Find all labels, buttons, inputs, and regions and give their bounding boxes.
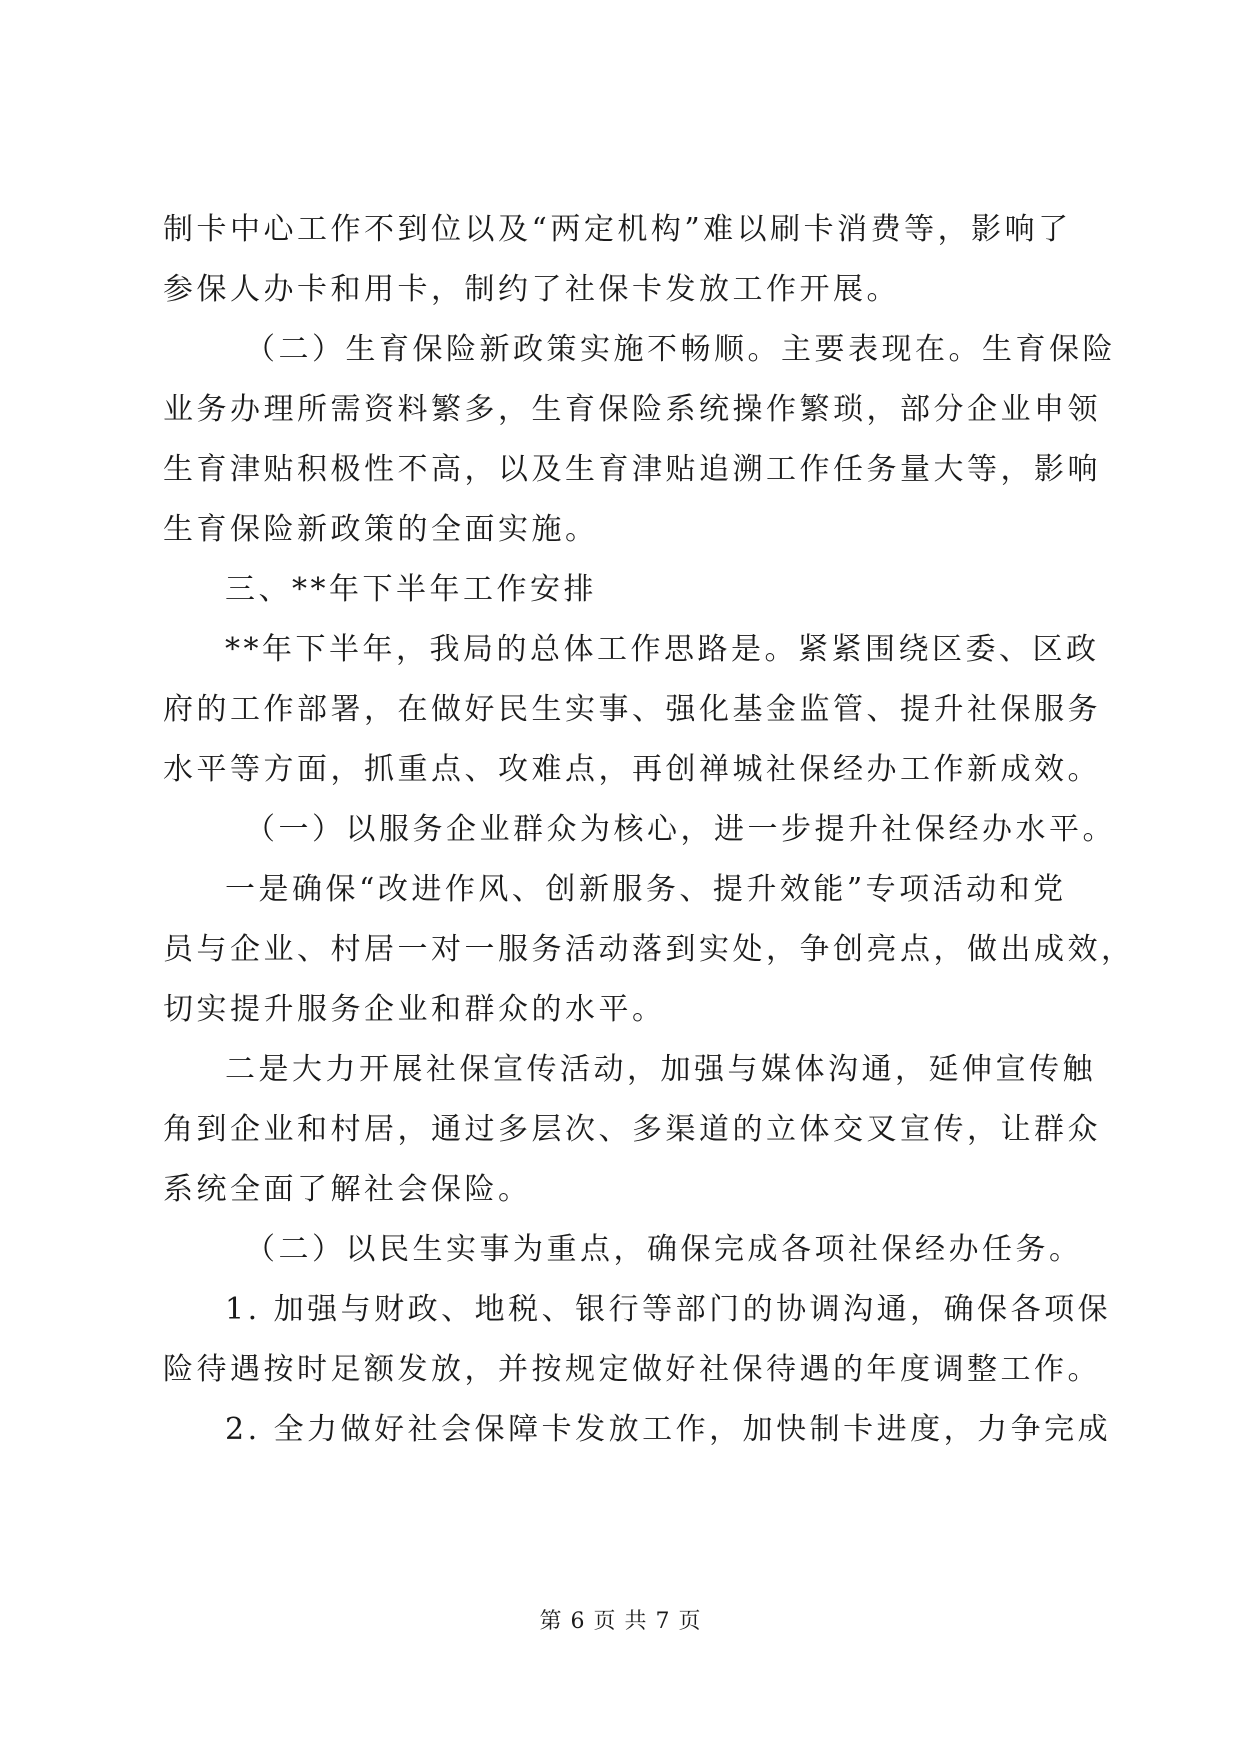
text-line: 角到企业和村居，通过多层次、多渠道的立体交叉宣传，让群众 bbox=[163, 1112, 1101, 1147]
section-heading: （一）以服务企业群众为核心，进一步提升社保经办水平。 bbox=[245, 812, 1116, 847]
text-line: 员与企业、村居一对一服务活动落到实处，争创亮点，做出成效， bbox=[163, 932, 1135, 967]
text-line: **年下半年，我局的总体工作思路是。紧紧围绕区委、区政 bbox=[225, 632, 1100, 667]
text-line: 生育保险新政策的全面实施。 bbox=[163, 512, 599, 547]
text-line: 系统全面了解社会保险。 bbox=[163, 1172, 532, 1207]
text-line: 二是大力开展社保宣传活动，加强与媒体沟通，延伸宣传触 bbox=[225, 1052, 1096, 1087]
section-heading: （二）生育保险新政策实施不畅顺。主要表现在。生育保险 bbox=[245, 332, 1116, 367]
text-line: 业务办理所需资料繁多，生育保险系统操作繁琐，部分企业申领 bbox=[163, 392, 1101, 427]
page-number: 第 6 页 共 7 页 bbox=[539, 1609, 702, 1634]
text-line: 参保人办卡和用卡，制约了社保卡发放工作开展。 bbox=[163, 272, 900, 307]
list-item: 2. 全力做好社会保障卡发放工作，加快制卡进度，力争完成 bbox=[225, 1412, 1112, 1447]
text-line: 制卡中心工作不到位以及“两定机构”难以刷卡消费等，影响了 bbox=[163, 212, 1072, 247]
text-line: 一是确保“改进作风、创新服务、提升效能”专项活动和党 bbox=[225, 872, 1067, 907]
text-line: 府的工作部署，在做好民生实事、强化基金监管、提升社保服务 bbox=[163, 692, 1101, 727]
text-line: 水平等方面，抓重点、攻难点，再创禅城社保经办工作新成效。 bbox=[163, 752, 1101, 787]
text-line: 切实提升服务企业和群众的水平。 bbox=[163, 992, 666, 1027]
document-body bbox=[163, 200, 1135, 1460]
list-item: 1. 加强与财政、地税、银行等部门的协调沟通，确保各项保 bbox=[225, 1292, 1112, 1327]
section-heading: 三、**年下半年工作安排 bbox=[225, 572, 597, 607]
text-line: 生育津贴积极性不高，以及生育津贴追溯工作任务量大等，影响 bbox=[163, 452, 1101, 487]
text-line: 险待遇按时足额发放，并按规定做好社保待遇的年度调整工作。 bbox=[163, 1352, 1101, 1387]
section-heading: （二）以民生实事为重点，确保完成各项社保经办任务。 bbox=[245, 1232, 1083, 1267]
